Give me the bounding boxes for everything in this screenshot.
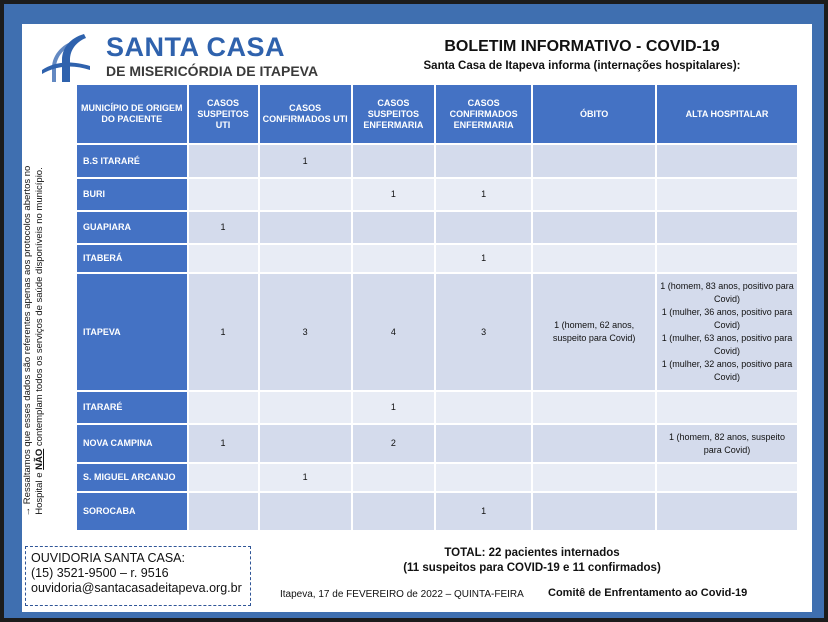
cell-suspeitos-uti: 1 [189, 212, 258, 243]
cell-suspeitos-enfermaria: 1 [353, 179, 434, 210]
cell-suspeitos-enfermaria [353, 493, 434, 530]
cell-suspeitos-uti [189, 464, 258, 491]
cell-obito [533, 245, 655, 272]
cell-confirmados-uti [260, 245, 351, 272]
table-header-row [77, 85, 797, 143]
cell-alta-hospitalar [657, 464, 797, 491]
santa-casa-logo [40, 32, 319, 84]
table-row [77, 212, 797, 243]
cell-obito [533, 145, 655, 177]
cell-confirmados-uti [260, 392, 351, 423]
total-breakdown: (11 suspeitos para COVID-19 e 11 confirmados) [403, 562, 661, 574]
cell-confirmados-uti: 3 [260, 274, 351, 390]
cell-suspeitos-enfermaria [353, 464, 434, 491]
side-note-after: contemplam todos os serviços de saúde disponíveis no município. [33, 167, 45, 449]
header-suspeitos-enfermaria: CASOS SUSPEITOS ENFERMARIA [353, 85, 434, 143]
cell-suspeitos-uti [189, 493, 258, 530]
cell-confirmados-enfermaria [436, 145, 531, 177]
side-note-before: → Ressaltamos que esses dados são referentes apenas aos protocolos abertos no Hospital e [22, 165, 45, 517]
cell-suspeitos-uti [189, 392, 258, 423]
cell-confirmados-uti [260, 179, 351, 210]
cell-suspeitos-uti [189, 245, 258, 272]
cases-table [75, 83, 799, 532]
logo-subtitle: DE MISERICÓRDIA DE ITAPEVA [106, 63, 319, 79]
side-note [22, 164, 62, 518]
cell-suspeitos-enfermaria: 1 [353, 392, 434, 423]
cell-obito [533, 493, 655, 530]
cell-suspeitos-enfermaria [353, 145, 434, 177]
cell-confirmados-uti [260, 425, 351, 462]
row-municipio: ITABERÁ [77, 245, 187, 272]
cell-confirmados-enfermaria [436, 464, 531, 491]
cell-suspeitos-enfermaria [353, 245, 434, 272]
table-body [77, 145, 797, 530]
row-municipio: ITAPEVA [77, 274, 187, 390]
cell-obito [533, 425, 655, 462]
cell-alta-hospitalar [657, 212, 797, 243]
cell-confirmados-enfermaria: 1 [436, 245, 531, 272]
total-line: TOTAL: 22 pacientes internados [444, 547, 620, 559]
row-municipio: GUAPIARA [77, 212, 187, 243]
cell-confirmados-enfermaria [436, 425, 531, 462]
cell-alta-hospitalar [657, 179, 797, 210]
cell-confirmados-enfermaria: 3 [436, 274, 531, 390]
bulletin-frame [4, 4, 824, 618]
cell-confirmados-uti: 1 [260, 145, 351, 177]
cell-suspeitos-enfermaria: 2 [353, 425, 434, 462]
header-confirmados-enfermaria: CASOS CONFIRMADOS ENFERMARIA [436, 85, 531, 143]
cell-confirmados-uti [260, 212, 351, 243]
row-municipio: ITARARÉ [77, 392, 187, 423]
cell-confirmados-enfermaria [436, 392, 531, 423]
table-row [77, 274, 797, 390]
header-alta-hospitalar: ALTA HOSPITALAR [657, 85, 797, 143]
table-row [77, 245, 797, 272]
footer-committee: Comitê de Enfrentamento ao Covid-19 [548, 587, 748, 599]
row-municipio: S. MIGUEL ARCANJO [77, 464, 187, 491]
side-note-emphasis: NÃO [33, 448, 45, 470]
santa-casa-logo-icon [40, 32, 96, 84]
ouvidoria-phone: (15) 3521-9500 – r. 9516 [31, 566, 169, 580]
row-municipio: SOROCABA [77, 493, 187, 530]
bulletin-sheet [22, 24, 812, 612]
ouvidoria-title: OUVIDORIA SANTA CASA: [31, 551, 185, 565]
cell-suspeitos-uti: 1 [189, 274, 258, 390]
table-row [77, 464, 797, 491]
row-municipio: NOVA CAMPINA [77, 425, 187, 462]
cell-confirmados-enfermaria [436, 212, 531, 243]
cell-confirmados-enfermaria: 1 [436, 179, 531, 210]
header-obito: ÓBITO [533, 85, 655, 143]
cell-obito [533, 392, 655, 423]
cell-obito [533, 212, 655, 243]
ouvidoria-email[interactable]: ouvidoria@santacasadeitapeva.org.br [31, 581, 242, 595]
table-row [77, 493, 797, 530]
row-municipio: B.S ITARARÉ [77, 145, 187, 177]
header-municipio: MUNICÍPIO DE ORIGEM DO PACIENTE [77, 85, 187, 143]
table-row [77, 425, 797, 462]
cell-suspeitos-enfermaria [353, 212, 434, 243]
bulletin-subtitle: Santa Casa de Itapeva informa (internações hospitalares): [423, 60, 741, 72]
row-municipio: BURI [77, 179, 187, 210]
header-suspeitos-uti: CASOS SUSPEITOS UTI [189, 85, 258, 143]
table-row [77, 179, 797, 210]
cell-alta-hospitalar [657, 493, 797, 530]
cell-confirmados-enfermaria: 1 [436, 493, 531, 530]
cell-alta-hospitalar [657, 145, 797, 177]
cell-suspeitos-uti: 1 [189, 425, 258, 462]
cell-obito: 1 (homem, 62 anos, suspeito para Covid) [533, 274, 655, 390]
cell-confirmados-uti: 1 [260, 464, 351, 491]
total-summary [352, 546, 712, 576]
table-row [77, 392, 797, 423]
cell-alta-hospitalar [657, 245, 797, 272]
footer-date: Itapeva, 17 de FEVEREIRO de 2022 – QUINTA-FEIRA [280, 589, 524, 600]
ouvidoria-box [25, 546, 251, 606]
cell-obito [533, 179, 655, 210]
cell-obito [533, 464, 655, 491]
cell-suspeitos-enfermaria: 4 [353, 274, 434, 390]
table-row [77, 145, 797, 177]
logo-title: SANTA CASA [106, 32, 285, 62]
cell-alta-hospitalar: 1 (homem, 82 anos, suspeito para Covid) [657, 425, 797, 462]
cell-suspeitos-uti [189, 179, 258, 210]
cell-confirmados-uti [260, 493, 351, 530]
cell-alta-hospitalar [657, 392, 797, 423]
cell-alta-hospitalar: 1 (homem, 83 anos, positivo para Covid) 1 (mulher, 36 anos, positivo para Covid) 1 (mulher, 63 anos, positivo para Covid) 1 (mulher, 32 anos, positivo para Covid) [657, 274, 797, 390]
bulletin-title: BOLETIM INFORMATIVO - COVID-19 [444, 38, 720, 55]
cell-suspeitos-uti [189, 145, 258, 177]
header-confirmados-uti: CASOS CONFIRMADOS UTI [260, 85, 351, 143]
